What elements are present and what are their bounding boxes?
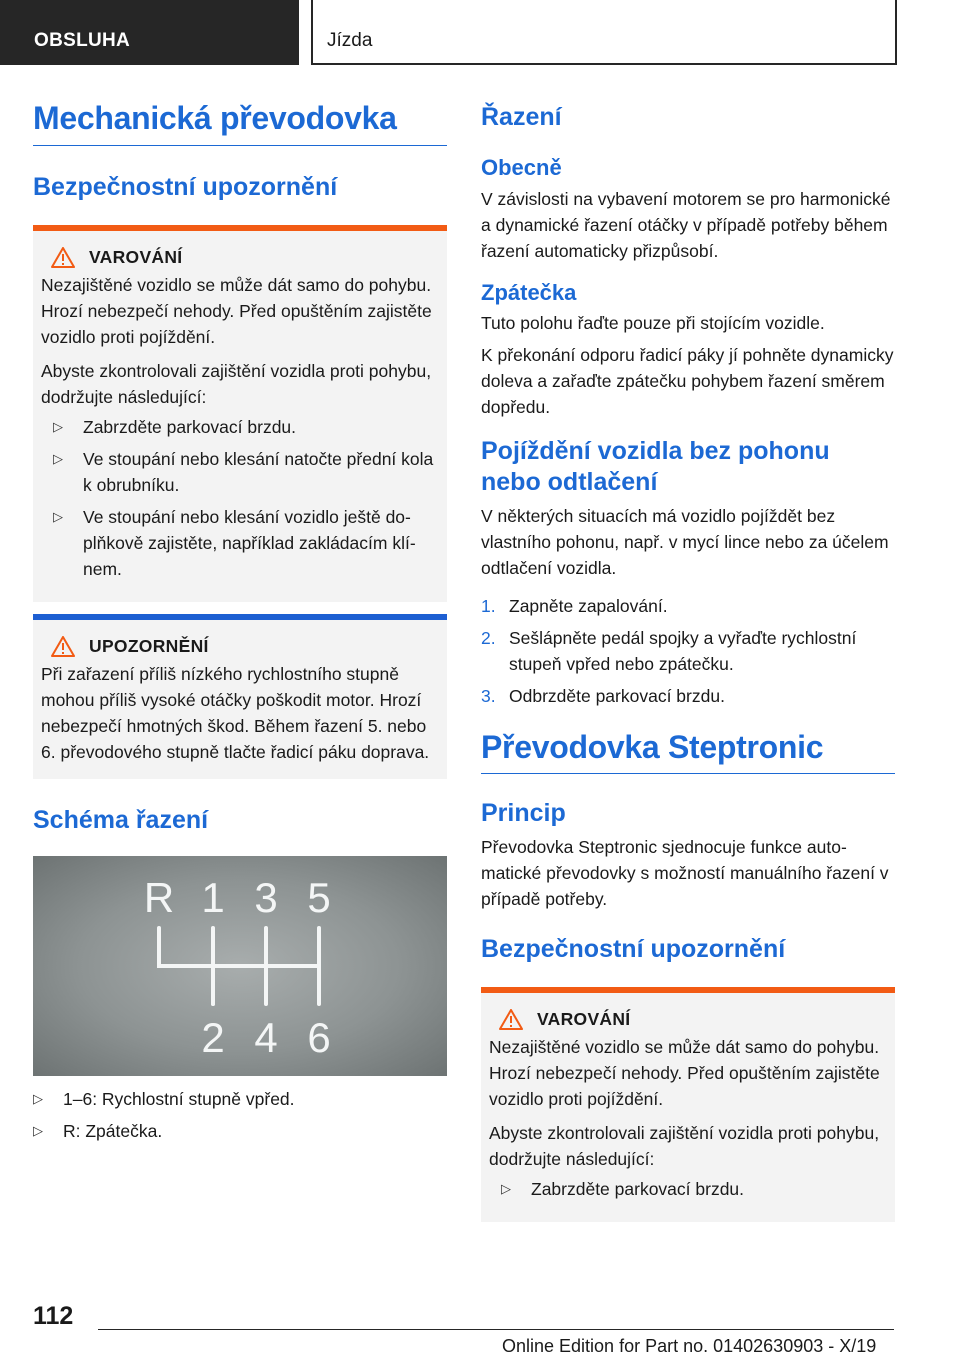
gear-label-1: 1 xyxy=(201,874,225,922)
footer-divider xyxy=(98,1329,894,1330)
list-item: ▷ Zabrzděte parkovací brzdu. xyxy=(41,414,439,440)
warning-box xyxy=(33,225,447,602)
right-column xyxy=(481,100,895,1222)
warning-list xyxy=(489,1176,887,1202)
warning-label: VAROVÁNÍ xyxy=(89,247,183,268)
schema-heading: Schéma řazení xyxy=(33,806,209,835)
warning-title xyxy=(499,1009,887,1030)
shifting-heading: Řazení xyxy=(481,103,562,131)
schema-list xyxy=(33,1086,447,1144)
triangle-bullet-icon: ▷ xyxy=(33,1091,43,1107)
list-item: ▷ 1–6: Rychlostní stupně vpřed. xyxy=(33,1086,447,1112)
notice-text: Při zařazení příliš nízkého rychlostního stupně mohou příliš vysoké otáčky poškodit motor. Hrozí nebezpečí hmotných škod. Během řazení 5. nebo 6. převodového stupně tlačte řadicí páku doprava. xyxy=(41,664,430,763)
gear-label-3: 3 xyxy=(254,874,278,922)
page-title: Mechanická převodovka xyxy=(33,100,447,146)
page-number: 112 xyxy=(33,1302,74,1330)
reverse-text-1: Tuto polohu řaďte pouze při stojícím vozidle. xyxy=(481,313,825,334)
warning-instructions: Abyste zkontrolovali zajištění vozidla proti pohybu, dodržujte následující: xyxy=(489,1122,880,1169)
gear-label-r: R xyxy=(143,874,175,922)
general-subheading: Obecně xyxy=(481,155,562,181)
notice-box xyxy=(33,614,447,779)
gear-label-4: 4 xyxy=(254,1014,278,1062)
reverse-subheading: Zpátečka xyxy=(481,279,577,305)
warning-label: VAROVÁNÍ xyxy=(537,1008,631,1029)
left-column xyxy=(33,100,447,1150)
section-label: OBSLUHA xyxy=(34,30,131,51)
triangle-bullet-icon: ▷ xyxy=(33,1123,43,1139)
list-item: 3. Odbrzděte parkovací brzdu. xyxy=(481,685,725,706)
steptronic-title: Převodovka Steptronic xyxy=(481,729,895,775)
warning-icon xyxy=(51,247,75,268)
triangle-bullet-icon: ▷ xyxy=(53,451,63,467)
list-item: ▷ R: Zpátečka. xyxy=(33,1118,447,1144)
shift-pattern-image xyxy=(33,856,447,1076)
warning-box-2 xyxy=(481,987,895,1222)
list-item: ▷ Ve stoupání nebo klesání vozidlo ještě doplňkově zajistěte, například zakládacím klínem. xyxy=(41,504,439,582)
section-tab xyxy=(0,0,299,65)
principle-heading: Princip xyxy=(481,799,566,828)
chapter-label: Jízda xyxy=(327,30,373,51)
list-item: ▷ Ve stoupání nebo klesání natočte přední kola k obrubníku. xyxy=(41,446,439,498)
safety-heading-2: Bezpečnostní upozornění xyxy=(481,934,786,963)
warning-text: Nezajištěné vozidlo se může dát samo do pohybu. Hrozí nebezpečí nehody. Před opuštěním zajistěte vozidlo proti pojíždění. xyxy=(489,1036,880,1109)
warning-title xyxy=(51,247,439,268)
gear-label-5: 5 xyxy=(307,874,331,922)
principle-text: Převodovka Steptronic sjednocuje funkce automatické převodovky s možností manuálního řazení v případě potřeby. xyxy=(481,836,889,909)
edition-note: Online Edition for Part no. 01402630903 - X/19 xyxy=(502,1336,877,1356)
gear-label-2: 2 xyxy=(201,1014,225,1062)
warning-list xyxy=(41,414,439,582)
warning-icon xyxy=(499,1009,523,1030)
towing-heading: Pojíždění vozidla bez pohonu nebo odtlačení xyxy=(481,437,830,497)
triangle-bullet-icon: ▷ xyxy=(53,419,63,435)
general-text: V závislosti na vybavení motorem se pro harmonické a dynamické řazení otáčky v případě potřeby během řazení automaticky přizpůsobí. xyxy=(481,188,891,261)
notice-title xyxy=(51,636,439,657)
warning-instructions: Abyste zkontrolovali zajištění vozidla proti pohybu, dodržujte následující: xyxy=(41,361,432,408)
triangle-bullet-icon: ▷ xyxy=(501,1180,511,1196)
reverse-text-2: K překonání odporu řadicí páky jí pohněte dynamicky doleva a zařaďte zpátečku pohybem řazení směrem dopředu. xyxy=(481,345,894,418)
triangle-bullet-icon: ▷ xyxy=(53,509,63,525)
safety-heading: Bezpečnostní upozornění xyxy=(33,172,338,201)
towing-steps xyxy=(481,593,895,709)
list-item: 1. Zapněte zapalování. xyxy=(481,595,668,616)
list-item: ▷ Zabrzděte parkovací brzdu. xyxy=(489,1176,887,1202)
list-item: 2. Sešlápněte pedál spojky a vyřaďte rychlostní stupeň vpřed nebo zpátečku. xyxy=(481,627,857,674)
gear-label-6: 6 xyxy=(307,1014,331,1062)
towing-text: V některých situacích má vozidlo pojíždět bez vlastního pohonu, např. v mycí lince nebo za účelem odtlačení vozidla. xyxy=(481,505,889,578)
warning-text: Nezajištěné vozidlo se může dát samo do pohybu. Hrozí nebezpečí nehody. Před opuštěním zajistěte vozidlo proti pojíždění. xyxy=(41,275,432,348)
chapter-tab xyxy=(311,0,897,65)
warning-icon xyxy=(51,636,75,657)
notice-label: UPOZORNĚNÍ xyxy=(89,636,209,657)
shift-pattern-diagram xyxy=(33,856,447,1076)
